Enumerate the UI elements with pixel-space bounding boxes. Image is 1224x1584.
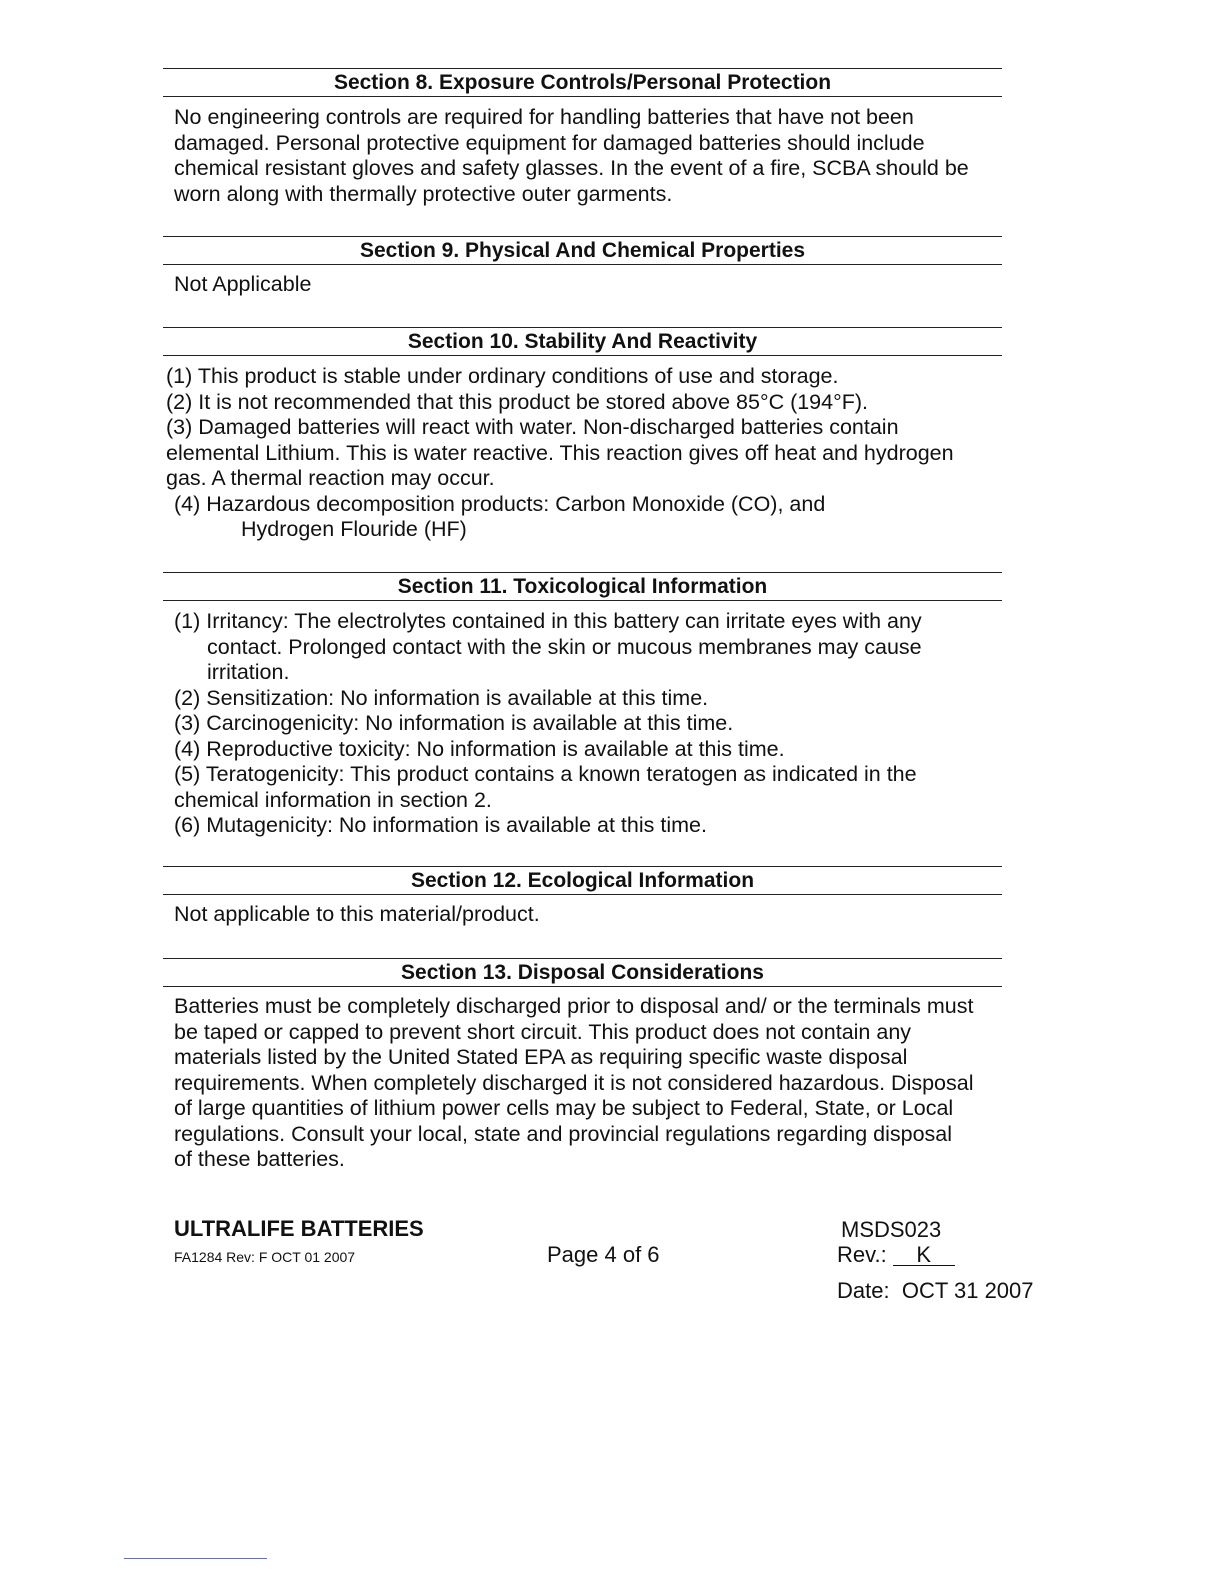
list-item: (4) Reproductive toxicity: No information is available at this time.	[174, 736, 785, 761]
section-12-body	[174, 902, 540, 928]
text-line: of large quantities of lithium power cells may be subject to Federal, State, or Local	[174, 1096, 954, 1120]
list-item: (3) Damaged batteries will react with water. Non-discharged batteries contain	[166, 415, 899, 439]
footer-date	[837, 1278, 1034, 1304]
section-8-body	[174, 105, 969, 207]
list-item: (1) Irritancy: The electrolytes contained in this battery can irritate eyes with any	[174, 609, 922, 633]
revision-value: K	[893, 1245, 955, 1266]
text-line: worn along with thermally protective outer garments.	[174, 181, 673, 206]
page-bottom-rule	[124, 1558, 267, 1559]
section-9-heading: Section 9. Physical And Chemical Properties	[163, 236, 1002, 265]
text-line: contact. Prolonged contact with the skin or mucous membranes may cause	[207, 634, 922, 659]
text-line: be taped or capped to prevent short circuit. This product does not contain any	[174, 1019, 912, 1044]
text-line: Batteries must be completely discharged prior to disposal and/ or the terminals must	[174, 994, 974, 1018]
text-line: chemical resistant gloves and safety glasses. In the event of a fire, SCBA should be	[174, 156, 969, 180]
text-line: materials listed by the United Stated EPA as requiring specific waste disposal	[174, 1045, 908, 1069]
section-13-heading: Section 13. Disposal Considerations	[163, 958, 1002, 987]
date-value: OCT 31 2007	[901, 1278, 1034, 1303]
text-line: regulations. Consult your local, state and provincial regulations regarding disposal	[174, 1121, 953, 1146]
section-10-body	[166, 364, 954, 543]
list-item: (2) It is not recommended that this product be stored above 85°C (194°F).	[166, 389, 868, 414]
text-line: chemical information in section 2.	[174, 787, 492, 812]
list-item: (1) This product is stable under ordinary conditions of use and storage.	[166, 364, 839, 388]
text-line: damaged. Personal protective equipment for damaged batteries should include	[174, 130, 925, 155]
text-line: No engineering controls are required for handling batteries that have not been	[174, 105, 914, 129]
text-line: Not applicable to this material/product.	[174, 902, 540, 926]
text-line: Not Applicable	[174, 272, 312, 296]
text-line: Hydrogen Flouride (HF)	[241, 517, 467, 541]
list-item: (6) Mutagenicity: No information is available at this time.	[174, 813, 707, 837]
section-9-body	[174, 272, 311, 298]
section-10-heading: Section 10. Stability And Reactivity	[163, 327, 1002, 356]
text-line: requirements. When completely discharged it is not considered hazardous. Disposal	[174, 1070, 974, 1095]
text-line: of these batteries.	[174, 1147, 345, 1171]
footer-msds-id: MSDS023	[841, 1217, 942, 1242]
footer-page-number: Page 4 of 6	[547, 1242, 660, 1267]
section-11-heading: Section 11. Toxicological Information	[163, 572, 1002, 601]
text-line: elemental Lithium. This is water reactive. This reaction gives off heat and hydrogen	[166, 440, 954, 465]
section-8-heading: Section 8. Exposure Controls/Personal Protection	[163, 68, 1002, 97]
list-item: (4) Hazardous decomposition products: Carbon Monoxide (CO), and	[174, 491, 826, 516]
section-12-heading: Section 12. Ecological Information	[163, 866, 1002, 895]
list-item: (3) Carcinogenicity: No information is available at this time.	[174, 711, 734, 735]
text-line: irritation.	[207, 660, 290, 684]
section-11-body	[174, 609, 922, 839]
footer-brand: ULTRALIFE BATTERIES	[174, 1216, 424, 1241]
revision-label: Rev.:	[837, 1242, 887, 1267]
date-label: Date:	[837, 1278, 890, 1303]
list-item: (5) Teratogenicity: This product contains a known teratogen as indicated in the	[174, 762, 917, 786]
footer-form-number: FA1284 Rev: F OCT 01 2007	[174, 1249, 356, 1265]
section-13-body	[174, 994, 974, 1173]
text-line: gas. A thermal reaction may occur.	[166, 466, 495, 490]
list-item: (2) Sensitization: No information is available at this time.	[174, 685, 709, 710]
footer-revision	[837, 1242, 955, 1268]
